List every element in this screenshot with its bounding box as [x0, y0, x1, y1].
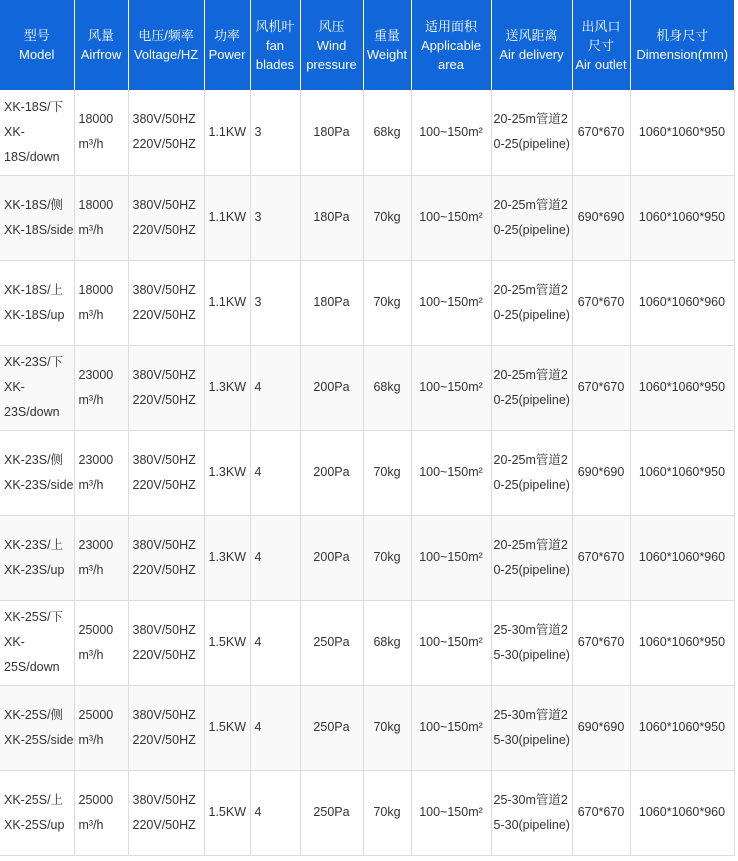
- cell-applicable-area: 100~150m²: [411, 430, 491, 515]
- voltage-line: 220V/50HZ: [132, 817, 196, 832]
- voltage-line: 380V/50HZ: [132, 537, 196, 552]
- cell-air-outlet: 670*670: [572, 260, 630, 345]
- voltage-line: 380V/50HZ: [132, 792, 196, 807]
- cell-model: XK-25S/侧XK-25S/side: [0, 685, 74, 770]
- cell-wind-pressure: 200Pa: [300, 345, 363, 430]
- cell-airflow: 18000 m³/h: [74, 90, 128, 175]
- table-row: [0, 685, 734, 770]
- cell-airflow: 25000 m³/h: [74, 770, 128, 855]
- cell-voltage: [128, 260, 204, 345]
- cell-airflow: 25000 m³/h: [74, 685, 128, 770]
- cell-dimension: 1060*1060*950: [630, 685, 734, 770]
- cell-power: 1.5KW: [204, 600, 250, 685]
- voltage-line: 380V/50HZ: [132, 282, 196, 297]
- cell-air-outlet: 670*670: [572, 90, 630, 175]
- header-dimension: 机身尺寸 Dimension(mm): [630, 0, 734, 90]
- cell-model: XK-23S/下XK-23S/down: [0, 345, 74, 430]
- voltage-line: 380V/50HZ: [132, 197, 196, 212]
- cell-voltage: [128, 600, 204, 685]
- cell-air-delivery: 25-30m管道25-30(pipeline): [491, 770, 572, 855]
- cell-air-outlet: 690*690: [572, 175, 630, 260]
- cell-fan-blades: 4: [250, 685, 300, 770]
- cell-wind-pressure: 200Pa: [300, 430, 363, 515]
- cell-fan-blades: 3: [250, 90, 300, 175]
- table-row: [0, 770, 734, 855]
- table-row: [0, 430, 734, 515]
- cell-voltage: [128, 515, 204, 600]
- table-row: [0, 260, 734, 345]
- cell-model: XK-18S/下XK-18S/down: [0, 90, 74, 175]
- cell-fan-blades: 4: [250, 600, 300, 685]
- table-row: [0, 175, 734, 260]
- cell-air-outlet: 690*690: [572, 430, 630, 515]
- cell-air-outlet: 670*670: [572, 770, 630, 855]
- cell-voltage: [128, 345, 204, 430]
- header-weight: 重量 Weight: [363, 0, 411, 90]
- cell-air-delivery: 20-25m管道20-25(pipeline): [491, 175, 572, 260]
- voltage-line: 220V/50HZ: [132, 137, 196, 152]
- cell-model: XK-18S/侧XK-18S/side: [0, 175, 74, 260]
- cell-air-delivery: 20-25m管道20-25(pipeline): [491, 515, 572, 600]
- header-applicable-area: 适用面积 Applicable area: [411, 0, 491, 90]
- cell-dimension: 1060*1060*960: [630, 770, 734, 855]
- cell-applicable-area: 100~150m²: [411, 515, 491, 600]
- table-row: [0, 345, 734, 430]
- cell-model: XK-23S/侧XK-23S/side: [0, 430, 74, 515]
- cell-airflow: 18000 m³/h: [74, 260, 128, 345]
- voltage-line: 380V/50HZ: [132, 112, 196, 127]
- voltage-line: 220V/50HZ: [132, 222, 196, 237]
- cell-weight: 70kg: [363, 770, 411, 855]
- cell-air-delivery: 20-25m管道20-25(pipeline): [491, 430, 572, 515]
- cell-dimension: 1060*1060*950: [630, 430, 734, 515]
- header-model: 型号 Model: [0, 0, 74, 90]
- cell-fan-blades: 4: [250, 515, 300, 600]
- cell-applicable-area: 100~150m²: [411, 260, 491, 345]
- cell-air-delivery: 20-25m管道20-25(pipeline): [491, 260, 572, 345]
- table-row: [0, 600, 734, 685]
- voltage-line: 220V/50HZ: [132, 562, 196, 577]
- header-voltage: 电压/频率 Voltage/HZ: [128, 0, 204, 90]
- cell-fan-blades: 4: [250, 430, 300, 515]
- cell-fan-blades: 3: [250, 260, 300, 345]
- cell-applicable-area: 100~150m²: [411, 90, 491, 175]
- cell-dimension: 1060*1060*950: [630, 345, 734, 430]
- cell-wind-pressure: 180Pa: [300, 90, 363, 175]
- cell-power: 1.3KW: [204, 430, 250, 515]
- cell-wind-pressure: 180Pa: [300, 175, 363, 260]
- cell-voltage: [128, 770, 204, 855]
- header-fan-blades: 风机叶 fan blades: [250, 0, 300, 90]
- cell-model: XK-25S/上XK-25S/up: [0, 770, 74, 855]
- cell-wind-pressure: 250Pa: [300, 770, 363, 855]
- cell-applicable-area: 100~150m²: [411, 770, 491, 855]
- cell-airflow: 23000 m³/h: [74, 345, 128, 430]
- cell-dimension: 1060*1060*950: [630, 175, 734, 260]
- cell-power: 1.3KW: [204, 345, 250, 430]
- cell-model: XK-25S/下XK-25S/down: [0, 600, 74, 685]
- cell-dimension: 1060*1060*950: [630, 600, 734, 685]
- cell-wind-pressure: 180Pa: [300, 260, 363, 345]
- cell-weight: 68kg: [363, 90, 411, 175]
- voltage-line: 380V/50HZ: [132, 707, 196, 722]
- cell-airflow: 23000 m³/h: [74, 515, 128, 600]
- voltage-line: 220V/50HZ: [132, 477, 196, 492]
- header-wind-pressure: 风压 Wind pressure: [300, 0, 363, 90]
- cell-voltage: [128, 430, 204, 515]
- cell-power: 1.5KW: [204, 685, 250, 770]
- cell-air-outlet: 670*670: [572, 600, 630, 685]
- cell-air-delivery: 20-25m管道20-25(pipeline): [491, 90, 572, 175]
- cell-weight: 70kg: [363, 175, 411, 260]
- cell-dimension: 1060*1060*950: [630, 90, 734, 175]
- cell-voltage: [128, 90, 204, 175]
- cell-fan-blades: 3: [250, 175, 300, 260]
- cell-power: 1.1KW: [204, 90, 250, 175]
- voltage-line: 220V/50HZ: [132, 732, 196, 747]
- voltage-line: 220V/50HZ: [132, 647, 196, 662]
- cell-air-delivery: 20-25m管道20-25(pipeline): [491, 345, 572, 430]
- cell-applicable-area: 100~150m²: [411, 175, 491, 260]
- cell-power: 1.3KW: [204, 515, 250, 600]
- cell-power: 1.5KW: [204, 770, 250, 855]
- cell-power: 1.1KW: [204, 260, 250, 345]
- cell-model: XK-23S/上XK-23S/up: [0, 515, 74, 600]
- cell-airflow: 18000 m³/h: [74, 175, 128, 260]
- cell-voltage: [128, 175, 204, 260]
- cell-model: XK-18S/上XK-18S/up: [0, 260, 74, 345]
- voltage-line: 380V/50HZ: [132, 452, 196, 467]
- cell-air-outlet: 670*670: [572, 345, 630, 430]
- cell-air-delivery: 25-30m管道25-30(pipeline): [491, 685, 572, 770]
- cell-air-outlet: 690*690: [572, 685, 630, 770]
- cell-applicable-area: 100~150m²: [411, 345, 491, 430]
- cell-fan-blades: 4: [250, 770, 300, 855]
- cell-voltage: [128, 685, 204, 770]
- cell-weight: 68kg: [363, 600, 411, 685]
- voltage-line: 380V/50HZ: [132, 622, 196, 637]
- cell-weight: 70kg: [363, 430, 411, 515]
- voltage-line: 380V/50HZ: [132, 367, 196, 382]
- header-air-outlet: 出风口 尺寸 Air outlet: [572, 0, 630, 90]
- cell-airflow: 23000 m³/h: [74, 430, 128, 515]
- cell-air-outlet: 670*670: [572, 515, 630, 600]
- header-row: [0, 0, 734, 90]
- cell-airflow: 25000 m³/h: [74, 600, 128, 685]
- cell-dimension: 1060*1060*960: [630, 515, 734, 600]
- table-row: [0, 90, 734, 175]
- cell-applicable-area: 100~150m²: [411, 685, 491, 770]
- header-air-delivery: 送风距离 Air delivery: [491, 0, 572, 90]
- cell-air-delivery: 25-30m管道25-30(pipeline): [491, 600, 572, 685]
- header-power: 功率 Power: [204, 0, 250, 90]
- cell-weight: 68kg: [363, 345, 411, 430]
- cell-wind-pressure: 200Pa: [300, 515, 363, 600]
- voltage-line: 220V/50HZ: [132, 307, 196, 322]
- header-airflow: 风量 Airfrow: [74, 0, 128, 90]
- table-row: [0, 515, 734, 600]
- cell-wind-pressure: 250Pa: [300, 600, 363, 685]
- cell-weight: 70kg: [363, 515, 411, 600]
- cell-dimension: 1060*1060*960: [630, 260, 734, 345]
- voltage-line: 220V/50HZ: [132, 392, 196, 407]
- cell-applicable-area: 100~150m²: [411, 600, 491, 685]
- cell-wind-pressure: 250Pa: [300, 685, 363, 770]
- cell-weight: 70kg: [363, 260, 411, 345]
- cell-power: 1.1KW: [204, 175, 250, 260]
- cell-weight: 70kg: [363, 685, 411, 770]
- cell-fan-blades: 4: [250, 345, 300, 430]
